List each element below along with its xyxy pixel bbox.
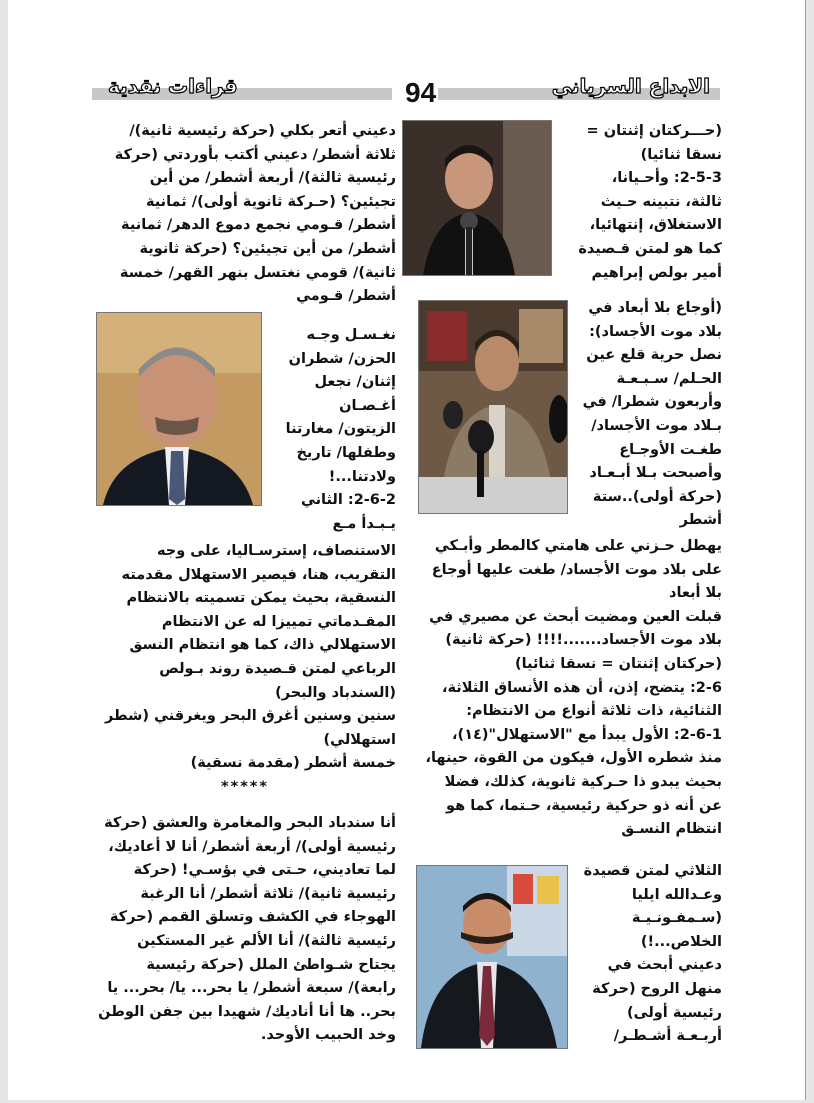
text-line: تجيئين؟ (حـركة ثانوية أولى)/ ثمانية [145, 193, 396, 210]
text-line: منهل الروح (حركة [592, 980, 722, 997]
photo-man-conference [418, 300, 568, 514]
text-line: وأربعون شطرا/ في [582, 394, 722, 411]
photo-man-portrait [96, 312, 262, 506]
text-line: الاستهلالي ذاك، كما هو انتظام النسق [129, 637, 396, 654]
text-line: طغـت الأوجـاع [619, 441, 722, 458]
text-line: رئيسية ثالثة)/ أنا الألم غير المستكين [137, 932, 396, 949]
left-column-bottom-text [94, 812, 396, 1048]
text-line: أمير بولص إبراهيم [591, 264, 722, 281]
text-line: وخد الحبيب الأوحد. [260, 1027, 396, 1044]
text-line: الرباعي لمتن قـصيدة روند بـولص [159, 660, 396, 677]
text-line: أشطر [679, 512, 722, 529]
right-column-mid-text [570, 297, 722, 533]
section-title: قراءات نقدية [108, 74, 238, 98]
right-column-bottom-text [572, 860, 722, 1049]
text-line: التقريب، هنا، فيصير الاستهلال مقدمته [121, 566, 396, 583]
text-line: بلاد موت الأجساد.......!!!! (حركة ثانية) [445, 632, 722, 649]
text-line: أنا سندباد البحر والمغامرة والعشق (حركة [104, 815, 396, 831]
text-line: الثنائية، ذات ثلاثة أنواع من الانتظام: [466, 703, 722, 720]
text-line: يجتاح شـواطئ الملل (حركة رئيسية [146, 956, 396, 973]
text-line: أشطر/ قـومي نجمع دموع الدهر/ ثمانية [121, 217, 396, 234]
text-line: انتظام النسـق [621, 821, 722, 838]
text-line: أشطر/ من أين تجيئين؟ (حركة ثانوية [139, 240, 396, 257]
text-line: أغـصـان [339, 397, 396, 414]
text-line: الاستنصاف، إسترسـاليا، على وجه [157, 543, 396, 559]
text-line: ثلاثة أشطر/ دعيني أكتب بأوردتي (حركة [114, 146, 396, 163]
text-line: يهطل حـزني على هامتي كالمطر وأبـكي [434, 538, 722, 554]
text-line: 2-6-1: الأول يبدأ مع "الاستهلال"(١٤)، [452, 726, 722, 743]
left-column-top-text [94, 120, 396, 309]
text-line: رئيسية ثانية)/ ثلاثة أشطر/ أنا الرغبة [140, 885, 396, 902]
text-line: 2-6-2: الثاني [300, 492, 396, 509]
text-line: خمسة أشطر (مقدمة نسقية) [190, 755, 396, 772]
magazine-page [8, 0, 806, 1100]
text-line: سنين وسنين أغرق البحر ويغرقني (شطر [105, 708, 396, 725]
text-line: دعيني أبحث في [607, 957, 722, 974]
right-column-full-text [416, 535, 722, 842]
text-line: الاستغلاق، إنتهائيا، [589, 217, 722, 234]
text-line: ولادتنا...! [328, 468, 396, 485]
text-line: (أوجاع بلا أبعاد في [588, 300, 722, 316]
text-line: ثانية)/ قومي نغتسل بنهر القهر/ خمسة [119, 264, 396, 281]
text-line: (سـمفـونـيـة [631, 910, 722, 927]
text-line: استهلالي) [323, 731, 396, 748]
text-line: بحر.. ها أنا أناديك/ شهيدا بين جفن الوطن [98, 1003, 396, 1020]
text-line: دعيني أتعر بكلي (حركة رئيسية ثانية)/ [129, 123, 396, 139]
text-line: (حركة أولى)..ستة [592, 488, 722, 505]
text-line: وأصبحت بـلا أبـعـاد [589, 465, 722, 482]
text-line: بـلاد موت الأجساد/ [591, 417, 722, 434]
left-column-mid-text [264, 324, 396, 536]
text-line: (حركتان إثنتان = نسقا ثنائيا) [514, 655, 722, 672]
text-line: وعـدالله ايليا [631, 886, 722, 903]
text-line: نصل حرية قلع عين [586, 347, 722, 364]
text-line: 2-5-3: وأحـيانا، [611, 170, 722, 187]
text-line: ثالثة، نتبينه حـيث [600, 193, 722, 210]
text-line: أربـعـة أشـطـر/ [613, 1028, 722, 1045]
text-line: يـبـدأ مـع [332, 515, 396, 532]
magazine-title: الابداع السرياني [551, 74, 710, 98]
text-line: (حـــركتان إثنتان = [586, 123, 722, 139]
text-line: المقـدماتي تمييزا له عن الانتظام [161, 613, 396, 630]
text-line: قبلت العين ومضيت أبحث عن مصيري في [429, 608, 722, 625]
text-line: رئيسية ثالثة)/ أربعة أشطر/ من أين [149, 170, 396, 187]
text-line: لما تعاديني، حـتى في بؤسـي! (حركة [133, 862, 396, 879]
section-divider-stars: ***** [221, 778, 269, 795]
text-line: على بلاد موت الأجساد/ طغت عليها أوجاع [431, 561, 722, 578]
text-line: الزيتون/ مغارتنا [285, 421, 396, 438]
text-line: نغـسـل وجـه [306, 327, 396, 343]
text-line: رئيسية أولى)/ أربعة أشطر/ أنا لا أعاديك، [108, 838, 396, 855]
text-line: الثلاثي لمتن قصيدة [583, 863, 722, 879]
text-line: الحـلم/ سـبـعـة [616, 370, 722, 387]
text-line: بحيث يبدو ذا حـركية ثانوية، كذلك، فضلا [444, 773, 722, 790]
text-line: رابعة)/ سبعة أشطر/ يا بحر... يا/ بحر... يا [107, 980, 396, 997]
text-line: عن أنه ذو حركية رئيسية، حـتما، كما هو [446, 797, 722, 814]
text-line: (السندباد والبحر) [275, 684, 396, 701]
text-line: الخلاص...!) [640, 933, 722, 950]
text-line: 2-6: يتضح، إذن، أن هذه الأنساق الثلاثة، [442, 679, 722, 696]
text-line: إثنان/ نجعل [314, 374, 396, 391]
page-number: 94 [405, 77, 437, 108]
text-line: النسقية، بحيث يمكن تسميته بالانتظام [126, 590, 396, 607]
text-line: أشطر/ قـومي [296, 288, 396, 305]
text-line: كما هو لمتن قـصيدة [578, 240, 722, 257]
text-line: رئيسية أولى) [627, 1004, 722, 1021]
text-line: منذ شطره الأول، فيكون من القوة، حينها، [425, 750, 722, 767]
text-line: نسقا ثنائيا) [640, 146, 722, 163]
text-line: الحزن/ شطران [288, 350, 396, 367]
text-line: بلا أبعاد [669, 585, 722, 602]
photo-man-suit [416, 865, 568, 1049]
text-line: بلاد موت الأجساد): [589, 323, 722, 340]
right-column-top-text [554, 120, 722, 285]
left-column-full-text [94, 540, 396, 800]
photo-man-microphone [402, 120, 552, 276]
text-line: الهوجاء في الكشف وتسلق القمم (حركة [109, 909, 396, 926]
text-line: وطفلها/ تاريخ [296, 444, 396, 461]
